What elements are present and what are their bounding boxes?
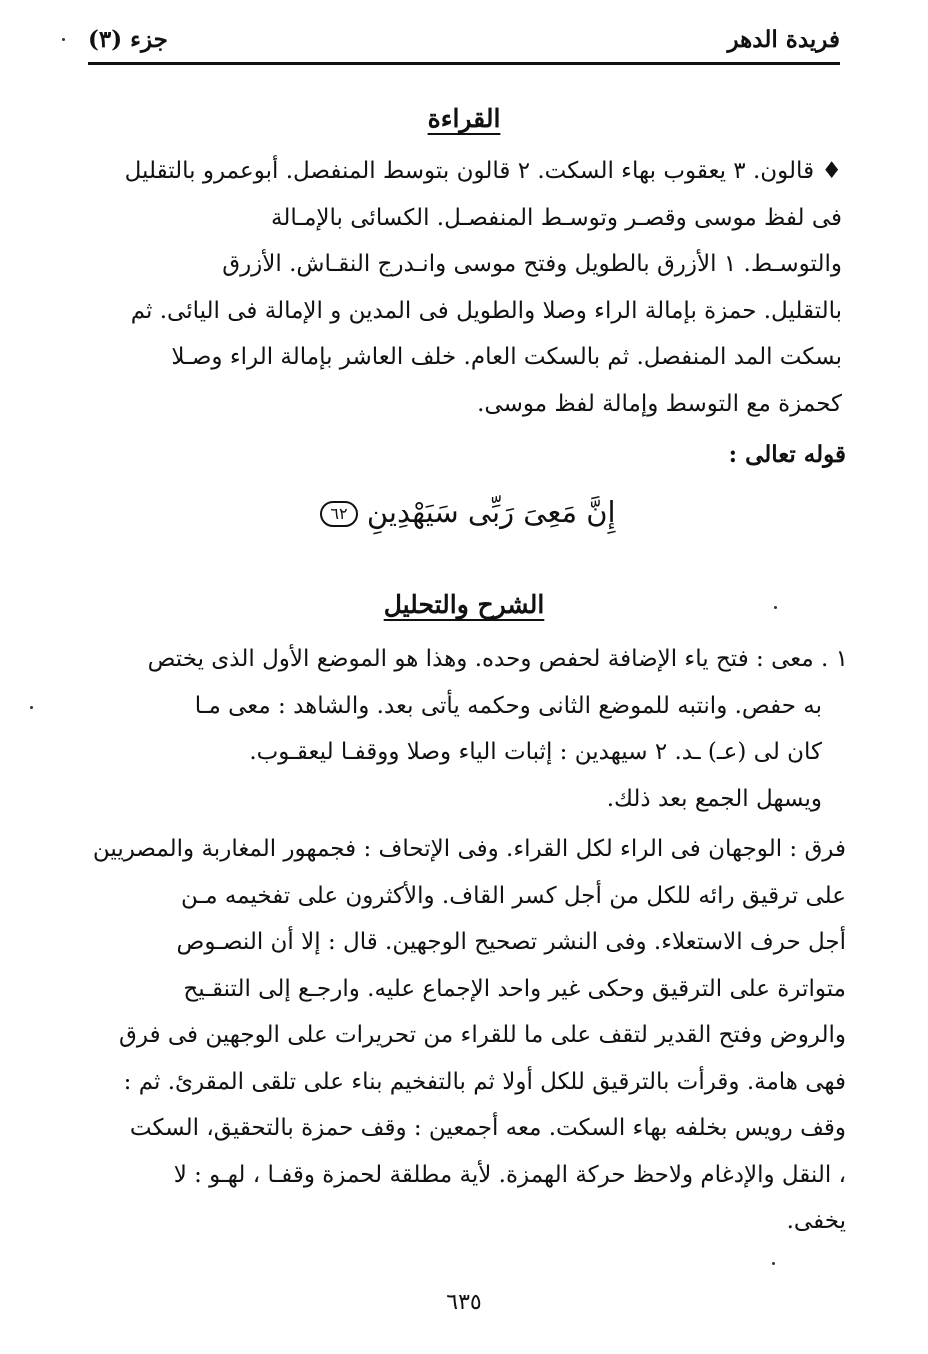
ayah-number-marker: ٦٢ xyxy=(320,501,357,527)
reading-line: ♦ قالون. ٣ يعقوب بهاء السكت. ٢ قالون بتوسط المنفصل. أبوعمرو بالتقليل xyxy=(124,158,842,184)
explanation-line: به حفص. وانتبه للموضع الثانى وحكمه يأتى بعد. والشاهد : معى مـا xyxy=(194,692,822,719)
firq-line: ، النقل والإدغام ولاحظ حركة الهمزة. لأية مطلقة لحمزة وقفـا ، لهـو : لا xyxy=(173,1161,846,1188)
section-title-reading: القراءة xyxy=(427,104,501,133)
reading-line: بالتقليل. حمزة بإمالة الراء وصلا والطويل فى المدين و الإمالة فى اليائى. ثم xyxy=(130,297,842,324)
firq-line: يخفى. xyxy=(786,1208,846,1234)
book-title: فريدة الدهر xyxy=(727,26,840,53)
firq-line: فرق : الوجهان فى الراء لكل القراء. وفى الإتحاف : فجمهور المغاربة والمصريين xyxy=(92,836,846,862)
verse-text: إِنَّ مَعِىَ رَبِّى سَيَهْدِينِ xyxy=(366,495,616,529)
reading-paragraph xyxy=(90,148,842,427)
explanation-item-1 xyxy=(90,636,848,822)
reading-line: كحمزة مع التوسط وإمالة لفظ موسى. xyxy=(477,390,842,417)
firq-line: على ترقيق رائه للكل من أجل كسر القاف. والأكثرون على تفخيمه مـن xyxy=(180,882,846,909)
firq-line: وقف رويس بخلفه بهاء السكت. معه أجمعين : وقف حمزة بالتحقيق، السكت xyxy=(129,1115,846,1141)
page-number: ٦٣٥ xyxy=(446,1290,482,1315)
explanation-line: ويسهل الجمع بعد ذلك. xyxy=(606,785,822,812)
firq-line: متواترة على الترقيق وحكى غير واحد الإجماع عليه. وارجـع إلى التنقـيح xyxy=(183,975,846,1002)
page-header xyxy=(88,22,840,62)
firq-paragraph xyxy=(90,826,846,1245)
quran-verse xyxy=(0,495,928,529)
scan-speck xyxy=(774,606,777,609)
explanation-line: كان لى (عـ) ـد. ٢ سيهدين : إثبات الياء وصلا ووقفـا ليعقـوب. xyxy=(249,739,822,765)
scan-speck xyxy=(772,1262,775,1265)
firq-line: أجل حرف الاستعلاء. وفى النشر تصحيح الوجهين. قال : إلا أن النصـوص xyxy=(176,929,846,955)
explanation-line: ١ . معى : فتح ياء الإضافة لحفص وحده. وهذا هو الموضع الأول الذى يختص xyxy=(147,646,848,672)
verse-intro: قوله تعالى : xyxy=(728,441,846,468)
header-rule xyxy=(88,62,840,65)
firq-line: والروض وفتح القدير لتقف على ما للقراء من تحريرات على الوجهين فى فرق xyxy=(119,1022,846,1048)
scan-speck xyxy=(62,38,65,41)
scan-speck xyxy=(30,706,33,709)
reading-line: والتوسـط. ١ الأزرق بالطويل وفتح موسى وانـدرج النقـاش. الأزرق xyxy=(222,251,842,277)
reading-line: بسكت المد المنفصل. ثم بالسكت العام. خلف العاشر بإمالة الراء وصـلا xyxy=(171,344,842,370)
part-label: جزء (٣) xyxy=(88,26,168,53)
section-title-explanation: الشرح والتحليل xyxy=(383,590,545,619)
firq-line: فهى هامة. وقرأت بالترقيق للكل أولا ثم بالتفخيم بناء على تلقى المقرئ. ثم : xyxy=(123,1068,846,1095)
reading-line: فى لفظ موسى وقصـر وتوسـط المنفصـل. الكسائى بالإمـالة xyxy=(271,204,842,231)
